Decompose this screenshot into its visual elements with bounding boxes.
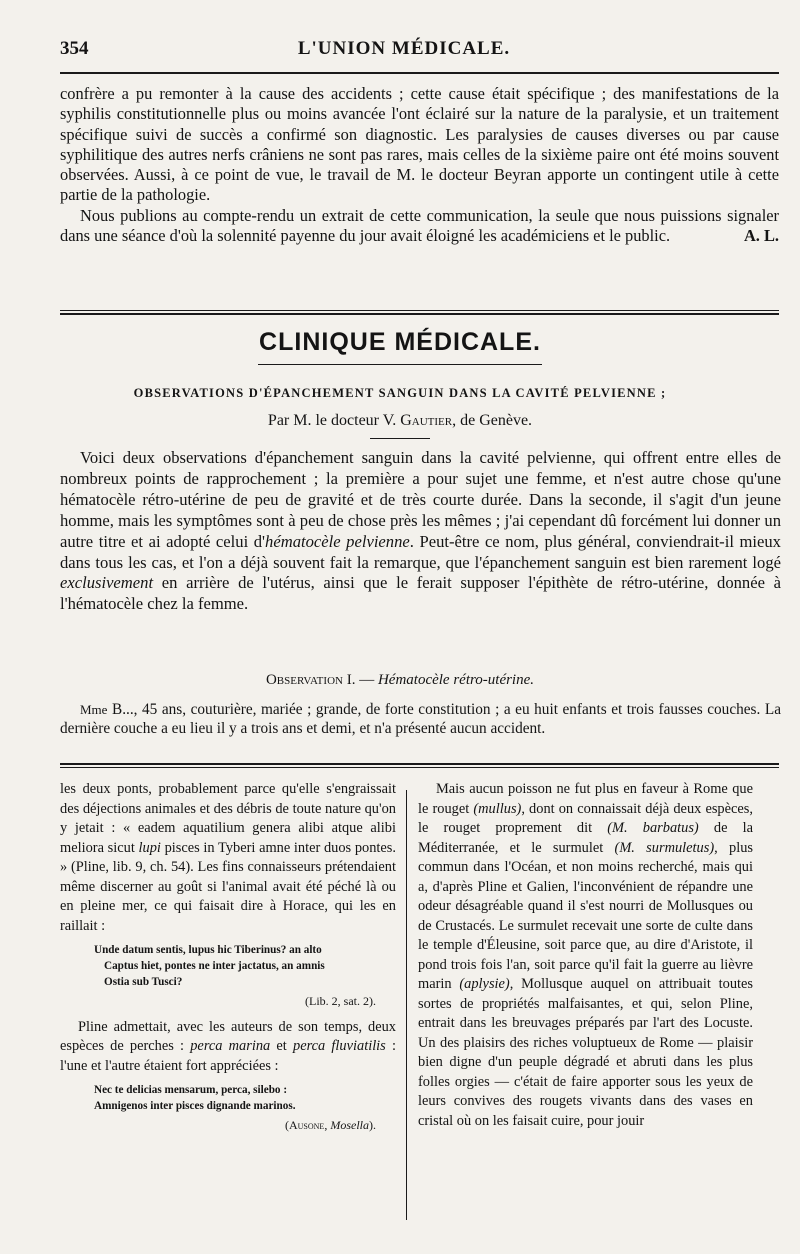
byline-prefix: Par M. le docteur V. [267, 412, 397, 429]
right-text-3: , dont on connaissait déjà deux espèces, le rouget proprement dit [418, 800, 753, 836]
horace-citation: (Lib. 2, sat. 2). [305, 994, 376, 1008]
section-rule-top [60, 310, 779, 311]
signature: A. L. [743, 226, 779, 246]
observation-heading [0, 672, 800, 689]
running-header [60, 34, 748, 68]
citation-end: ). [369, 1118, 376, 1132]
feuilleton-left-column [60, 780, 396, 1142]
lead-paragraph-1: confrère a pu remonter à la cause des accidents ; cette cause était spécifique ; des manifestations de la syphilis constitutionnelle plus ou moins avancée l'ont éclairé sur la nature de la paralysie, et un traitement spécifique suivi de succès a confirmé son diagnostic. Les paralysies de causes diverses ou par cause syphilitique des autres nerfs crâniens ne sont pas rares, mais celles de la sixième paire ont été moins souvent observées. Aussi, à ce point de vue, le travail de M. le docteur Beyran apporte un contingent utile à cette partie de la pathologie. [60, 84, 779, 205]
term-hematocele-pelvienne: hématocèle pelvienne [265, 531, 410, 551]
author-name: Gautier [400, 412, 453, 429]
byline-divider [370, 438, 430, 439]
header-rule [60, 72, 779, 74]
verse-line: Amnigenos inter pisces dignande marinos. [94, 1100, 296, 1112]
left-text-2c: et [270, 1038, 293, 1054]
term-surmuletus: (M. surmuletus) [614, 839, 715, 856]
term-perca-fluviatilis: perca fluviatilis [293, 1038, 386, 1054]
body-text-e: en arrière de l'utérus, ainsi que le ferait supposer l'épithète de rétro-utérine, donnée à l'hématocèle chez la femme. [60, 573, 781, 614]
left-text-c: pisces in Tyberi amne inter duos pontes. » (Pline, lib. 9, ch. 54). Les fins connaisseurs prétendaient même discerner au goût si l'animal avait été péché là ou en pleine mer, ce qui faisait dire à Horace, qui les en raillait : [60, 839, 397, 934]
column-divider [406, 790, 407, 1220]
byline [0, 412, 800, 430]
observation-text-body: B..., 45 ans, couturière, mariée ; grande, de forte constitution ; a eu huit enfants et trois fausses couches. La dernière couche a eu lieu il y a trois ans et demi, et n'a présenté aucun accident. [60, 701, 781, 737]
left-paragraph-1 [60, 780, 396, 936]
section-rule-bottom [60, 313, 779, 315]
right-text-1: Mais aucun poisson ne fut plus en faveur à Rome que le rouget [418, 781, 753, 817]
observation-title: Hématocèle rétro-utérine. [377, 672, 535, 688]
term-exclusivement: exclusivement [60, 573, 154, 593]
section-title: CLINIQUE MÉDICALE. [259, 328, 541, 356]
mme-abbrev: Mme [80, 702, 108, 717]
verse-line: Ostia sub Tusci? [104, 976, 183, 988]
term-aplysie: (aplysie) [459, 976, 510, 992]
right-text-9: , Mollusque auquel on attribuait toutes sortes de propriétés malfaisantes, et qui, selon Pline, entrait dans les breuvages préparés par l'art des Locuste. Un des plaisirs des riches voluptueux de Rome — plaisir bien digne d'un peuple dégradé et abruti dans les plus folles orgies — c'était de faire apporter sous les yeux de leurs convives des rougets vivants dans des vases en cristal où on les faisait cuire, pour jouir [418, 976, 753, 1129]
lead-paragraph-2 [60, 206, 779, 247]
right-text-7: , plus commun dans l'Océan, et non moins recherché, mais qui a, d'après Pline et Galien, l'inconvénient de répandre une odeur désagréable quand il s'est nourri de Mollusques ou de Crustacés. Le surmulet recevait une sorte de culte dans le temple d'Éleusine, soit parce que, au dire d'Aristote, il pond trois fois l'an, soit parce qu'il fait la guerre au lièvre marin [418, 839, 753, 992]
citation-author: (Ausone, [284, 1118, 331, 1132]
observation-label: Observation I. [265, 672, 356, 688]
article-title: OBSERVATIONS D'ÉPANCHEMENT SANGUIN DANS LA CAVITÉ PELVIENNE ; [133, 386, 667, 400]
right-paragraph [418, 780, 753, 1131]
term-mullus: (mullus) [473, 800, 522, 817]
left-paragraph-2 [60, 1018, 396, 1077]
ausone-quotation [94, 1082, 396, 1114]
feuilleton-rule-top [60, 763, 779, 765]
left-text-2a: Pline admettait, avec les auteurs de son temps, deux espèces de perches : [60, 1018, 396, 1054]
journal-title: L'UNION MÉDICALE. [297, 38, 511, 59]
section-title-underline [258, 364, 542, 365]
term-lupi: lupi [138, 839, 161, 856]
left-text-a: les deux ponts, probablement parce qu'elle s'engraissait des déjections animales et des débris de toute nature qu'on y jetait : « eadem aquatilium genera alibi atque alibi meliora sicut [60, 781, 396, 856]
body-text-c: . Peut-être ce nom, plus général, conviendrait-il mieux dans tous les cas, et l'on a déjà souvent fait la remarque, que l'épanchement sanguin est bien rarement logé [60, 531, 781, 572]
term-barbatus: (M. barbatus) [607, 820, 699, 836]
verse-line: Unde datum sentis, lupus hic Tiberinus? an alto [94, 944, 322, 956]
citation-work: Mosella [330, 1118, 369, 1132]
page-number: 354 [60, 38, 89, 59]
article-body [60, 448, 781, 615]
byline-suffix: , de Genève. [452, 412, 533, 429]
feuilleton-right-column [418, 780, 753, 1131]
verse-line: Nec te delicias mensarum, perca, silebo : [94, 1084, 288, 1096]
feuilleton-rule-bottom [60, 767, 779, 768]
left-text-2e: : l'une et l'autre étaient fort appréciées : [60, 1038, 396, 1074]
ausone-citation [60, 1116, 376, 1136]
body-paragraph [60, 448, 781, 615]
verse-line: Captus hiet, pontes ne inter jactatus, an amnis [104, 960, 325, 972]
body-text-a: Voici deux observations d'épanchement sanguin dans la cavité pelvienne, qui offrent entre elles de nombreux points de rapprochement ; la première a pour sujet une femme, et n'est autre chose qu'une hématocèle rétro-utérine de peu de gravité et de très courte durée. Dans la seconde, il s'agit d'un jeune homme, mais les symptômes sont à peu de chose près les mêmes ; j'ai cependant dû forcément lui donner un autre titre et ai adopté celui d' [60, 448, 781, 551]
horace-quotation [94, 942, 396, 990]
term-perca-marina: perca marina [190, 1038, 271, 1054]
observation-dash: — [355, 672, 378, 688]
lead-text [60, 84, 779, 246]
right-text-5: de la Méditerranée, et le surmulet [418, 820, 753, 856]
lead-paragraph-2-text: Nous publions au compte-rendu un extrait de cette communication, la seule que nous puissions signaler dans une séance d'où la solennité payenne du jour avait éloigné les académiciens et le public. [60, 205, 779, 246]
observation-text [60, 700, 781, 738]
